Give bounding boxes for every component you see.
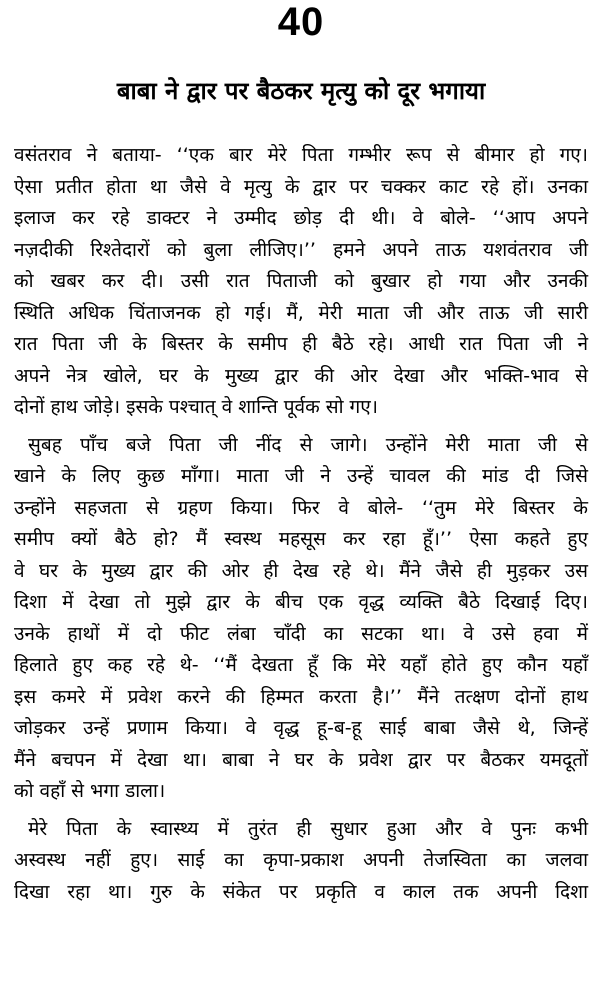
body-text — [14, 140, 588, 908]
text-line: ऐसा प्रतीत होता था जैसे वे मृत्यु के द्वार पर चक्कर काट रहे हों। उनका — [14, 175, 588, 198]
text-line: मैंने बचपन में देखा था। बाबा ने घर के प्रवेश द्वार पर बैठकर यमदूतों — [14, 748, 588, 771]
text-line: सुबह पाँच बजे पिता जी नींद से जागे। उन्होंने मेरी माता जी से — [28, 433, 588, 456]
text-line: अस्वस्थ नहीं हुए। साई का कृपा-प्रकाश अपनी तेजस्विता का जलवा — [14, 849, 588, 871]
text-line: वे घर के मुख्य द्वार की ओर ही देख रहे थे। मैंने जैसे ही मुड़कर उस — [14, 559, 588, 582]
text-line: रात पिता जी के बिस्तर के समीप ही बैठे रहे। आधी रात पिता जी ने — [14, 333, 588, 355]
text-line: वसंतराव ने बताया- ‘‘एक बार मेरे पिता गम्भीर रूप से बीमार हो गए। — [14, 144, 588, 166]
text-line: इस कमरे में प्रवेश करने की हिम्मत करता है।’’ मैंने तत्क्षण दोनों हाथ — [14, 685, 588, 708]
text-line: समीप क्यों बैठे हो? मैं स्वस्थ महसूस कर रहा हूँ।’’ ऐसा कहते हुए — [14, 528, 588, 550]
text-line: नज़दीकी रिश्तेदारों को बुला लीजिए।’’ हमने अपने ताऊ यशवंतराव जी — [14, 238, 588, 261]
paragraph-1 — [14, 140, 588, 424]
paragraph-2 — [14, 430, 588, 808]
text-line: दिशा में देखा तो मुझे द्वार के बीच एक वृद्ध व्यक्ति बैठे दिखाई दिए। — [14, 591, 588, 613]
text-line: स्थिति अधिक चिंताजनक हो गई। मैं, मेरी माता जी और ताऊ जी सारी — [14, 301, 588, 324]
chapter-number: 40 — [277, 0, 325, 44]
text-line: दिखा रहा था। गुरु के संकेत पर प्रकृति व काल तक अपनी दिशा — [14, 880, 588, 903]
chapter-title: बाबा ने द्वार पर बैठकर मृत्यु को दूर भगाया — [116, 77, 486, 105]
text-line: को खबर कर दी। उसी रात पिताजी को बुखार हो गया और उनकी — [14, 270, 588, 292]
text-line: को वहाँ से भगा डाला। — [14, 780, 166, 802]
text-line: खाने के लिए कुछ माँगा। माता जी ने उन्हें चावल की मांड दी जिसे — [14, 465, 588, 487]
text-line: उनके हाथों में दो फीट लंबा चाँदी का सटका था। वे उसे हवा में — [14, 622, 588, 645]
text-line: इलाज कर रहे डाक्टर ने उम्मीद छोड़ दी थी। वे बोले- ‘‘आप अपने — [14, 207, 588, 229]
text-line: जोड़कर उन्हें प्रणाम किया। वे वृद्ध हू-ब-हू साई बाबा जैसे थे, जिन्हें — [14, 717, 588, 739]
text-line: मेरे पिता के स्वास्थ्य में तुरंत ही सुधार हुआ और वे पुनः कभी — [28, 817, 588, 840]
text-line: अपने नेत्र खोले, घर के मुख्य द्वार की ओर देखा और भक्ति-भाव से — [14, 364, 588, 387]
text-line: हिलाते हुए कह रहे थे- ‘‘मैं देखता हूँ कि मेरे यहाँ होते हुए कौन यहाँ — [14, 654, 588, 676]
text-line: दोनों हाथ जोड़े। इसके पश्चात् वे शान्ति पूर्वक सो गए। — [14, 396, 378, 418]
text-line: उन्होंने सहजता से ग्रहण किया। फिर वे बोले- ‘‘तुम मेरे बिस्तर के — [14, 496, 588, 519]
paragraph-3 — [14, 814, 588, 909]
